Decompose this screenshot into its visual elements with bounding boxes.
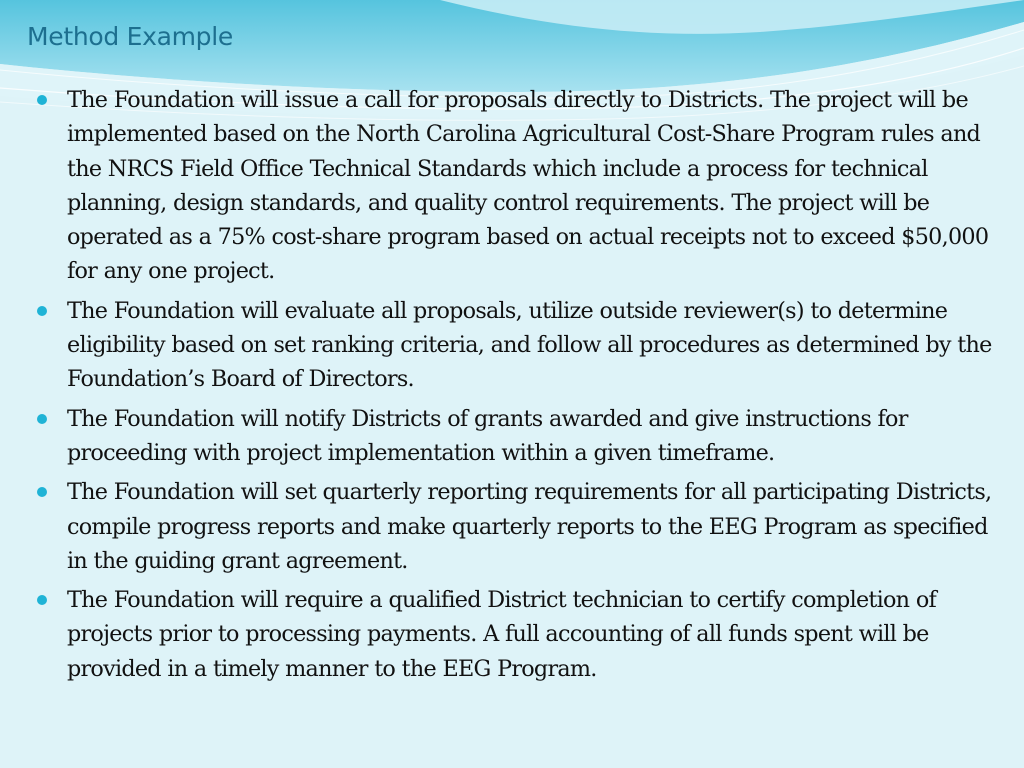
bullet-dot-icon <box>37 595 47 605</box>
bullet-dot-icon <box>37 414 47 424</box>
bullet-item <box>0 83 1024 289</box>
bullet-dot-icon <box>37 95 47 105</box>
bullet-text: The Foundation will issue a call for proposals directly to Districts. The project will be implemented based on the North Carolina Agricultural Cost-Share Program rules and the NRCS Field Office Technical Standards which include a process for technical planning, design standards, and quality control requirements. The project will be operated as a 75% cost-share program based on actual receipts not to exceed $50,000 for any one project. <box>67 87 989 285</box>
bullet-list <box>0 83 1024 691</box>
bullet-dot-icon <box>37 306 47 316</box>
slide-title: Method Example <box>27 22 233 51</box>
bullet-text: The Foundation will set quarterly reporting requirements for all participating Districts, compile progress reports and make quarterly reports to the EEG Program as specified in the guiding grant agreement. <box>67 479 992 574</box>
bullet-item <box>0 475 1024 578</box>
bullet-text: The Foundation will notify Districts of grants awarded and give instructions for proceeding with project implementation within a given timeframe. <box>67 405 908 466</box>
bullet-text: The Foundation will evaluate all proposals, utilize outside reviewer(s) to determine eligibility based on set ranking criteria, and follow all procedures as determined by the Foundation’s Board of Directors. <box>67 297 992 393</box>
bullet-item <box>0 402 1024 471</box>
bullet-item <box>0 583 1024 686</box>
bullet-dot-icon <box>37 487 47 497</box>
bullet-text: The Foundation will require a qualified District technician to certify completion of projects prior to processing payments. A full accounting of all funds spent will be provided in a timely manner to the EEG Program. <box>67 587 936 682</box>
bullet-item <box>0 294 1024 397</box>
